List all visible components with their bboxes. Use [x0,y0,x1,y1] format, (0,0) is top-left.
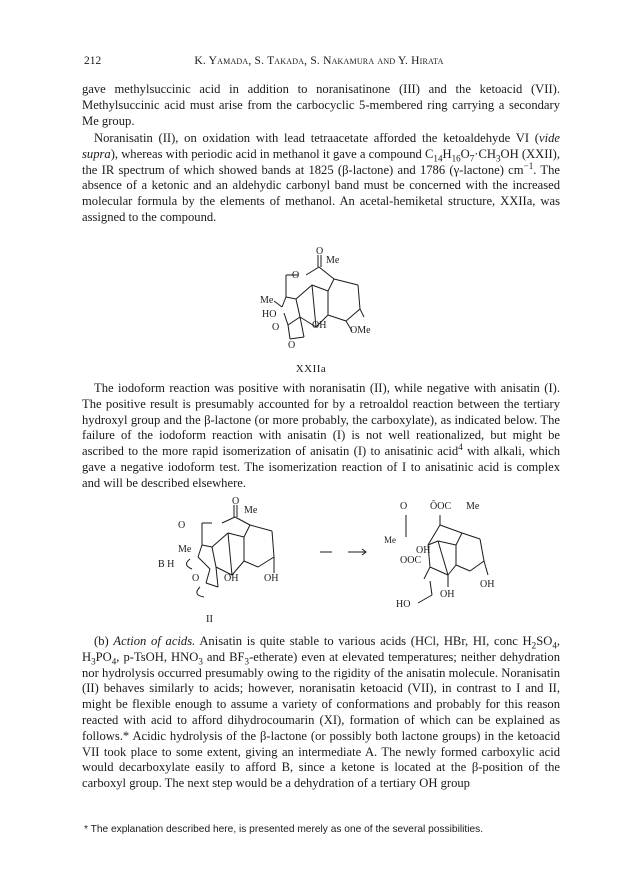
subscript: 2 [531,640,537,651]
page-number: 212 [84,55,102,67]
subscript: 4 [111,656,117,667]
text-run: -etherate) even at elevated temperatures; neither dehydration nor hydrolysis occurred presumably owing to the rigidity of the anisatin molecule. Noranisatin (II) behaves similarly to acids; however, noranisatin ketoacid (VII), in contrast to I and II, might be flexible enough to assume a variety of conformations and probably for this reason reacted with acid to afford dihydrocoumarin (XI), formation of which can be explained as follows.* Acidic hydrolysis of the β-lactone (or possibly both lactone groups) in the ketoacid VII took place to some extent, giving an intermediate A. The newly formed carboxylic acid would decarboxylate easily to afford B, since a ketone is located at the β-position of the carboxyl group. The next step would be a dehydration of a tertiary OH group [82,649,561,791]
atom-label-o: O [178,520,186,531]
text-run: The iodoform reaction was positive with noranisatin (II), while negative with anisatin (I). The positive result is presumably accounted for by a retroaldol reaction between the tertiary hydroxyl group and the β-lactone (or more probably, the carboxylate), as indicated below. The failure of the iodoform reaction with anisatin (I) is not well reationalized, but might be ascribed to the more rapid isomerization of anisatin (I) to anisatinic acid [82,381,560,459]
text-run: and BF [202,649,245,664]
text-run: ), whereas with periodic acid in methanol it gave a compound C [110,146,434,161]
text-run: (b) [94,634,114,648]
running-header [84,55,554,71]
atom-label-carboxylate: OOC [400,555,422,566]
subscript: 16 [451,153,461,164]
subscript: 3 [244,656,250,667]
atom-label-me: Me [260,295,274,306]
atom-label-oh: OH [440,589,455,600]
subscript: 3 [198,656,203,667]
atom-label-base: B H [158,559,175,570]
section-heading: Action of acids. [113,634,196,648]
atom-label-o: O [292,270,300,281]
text-run: . The absence of a ketonic and an aldehydic carbonyl band must be concerned with the increased molecular formula by the elements of methanol. An acetal-hemiketal structure, XXIIa, was assigned to the compound. [82,162,560,224]
text-run: , p-TsOH, HNO [116,649,199,664]
paragraph-text: gave methylsuccinic acid in addition to noranisatinone (III) and the ketoacid (VII). Methylsuccinic acid must arise from the carbocyclic 5-membered ring carrying a secondary Me group. [82,82,560,128]
text-run: SO [536,634,553,648]
atom-label-oh: OH [416,545,431,556]
atom-label-me: Me [466,501,480,512]
text-run: Noranisatin (II), on oxidation with lead tetraacetate afforded the ketoaldehyde VI ( [94,131,540,145]
atom-label-o: O [272,322,280,333]
atom-label-oh: OH [312,320,327,331]
superscript: −1 [523,160,534,171]
subscript: 3 [495,153,501,164]
structure-retroaldol-product [376,495,536,610]
atom-label-oh: OH [224,573,239,584]
atom-label-me: Me [384,535,396,545]
atom-label-me: Me [326,255,340,266]
text-run: O [460,146,470,161]
atom-label-ho: HO [262,309,277,320]
atom-label-ome: OMe [350,325,371,336]
superscript: 4 [458,442,463,452]
footnote: * The explanation described here, is presented merely as one of the several possibilities. [84,824,484,835]
structure-caption: II [206,614,213,625]
text-run: OH (XXII), the IR spectrum of which showed bands at 1825 (β-lactone) and 1786 (γ-lactone) cm [82,146,560,177]
atom-label-oh: OH [264,573,279,584]
structure-xxiia [242,245,392,363]
structure-caption: XXIIa [295,363,327,375]
italic-run: vide supra [82,131,560,161]
reaction-arrow [318,548,370,556]
atom-label-o: O [400,501,408,512]
text-run: PO [95,649,112,664]
structure-noranisatin [152,495,312,615]
subscript: 3 [91,656,96,667]
paragraph-action-of-acids [82,634,560,792]
subscript: 4 [552,640,557,651]
atom-label-me: Me [244,505,258,516]
atom-label-o: O [316,246,324,257]
atom-label-carboxylate: ŌOC [430,501,452,512]
subscript: 14 [433,153,443,164]
text-run: Anisatin is quite stable to various acids (HCl, HBr, HI, conc H [195,634,532,648]
atom-label-oh: OH [480,579,495,590]
atom-label-ho: HO [396,599,411,610]
paragraph-oxidation [82,131,560,226]
text-run: , H [82,634,560,664]
paragraph-iodoform [82,381,560,492]
running-authors: K. Yamada, S. Takada, S. Nakamura and Y. Hirata [194,55,444,67]
paragraph-methylsuccinic [82,82,560,129]
text-run: ·CH [474,146,496,161]
atom-label-me: Me [178,544,192,555]
text-run: H [442,146,452,161]
atom-label-o: O [192,573,200,584]
atom-label-o: O [288,340,296,351]
atom-label-o: O [232,496,240,507]
subscript: 7 [469,153,475,164]
text-run: with alkali, which gave a negative iodoform test. The isomerization reaction of I to anisatinic acid is complex and will be described elsewhere. [82,444,561,490]
